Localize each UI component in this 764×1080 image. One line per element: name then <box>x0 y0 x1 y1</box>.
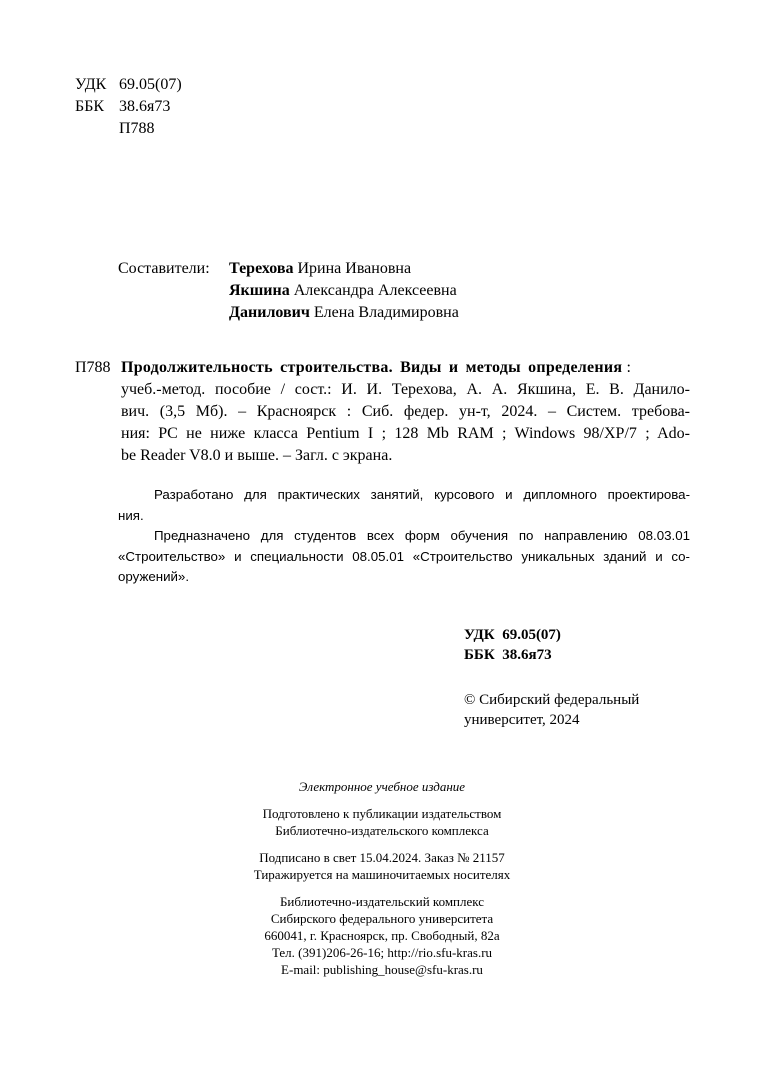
compiler-surname: Якшина <box>229 282 290 299</box>
entry-line: ния: PC не ниже класса Pentium I ; 128 Mb RAM ; Windows 98/XP/7 ; Ado- <box>121 425 690 442</box>
entry-line: учеб.-метод. пособие / сост.: И. И. Терехова, А. А. Якшина, Е. В. Данило- <box>121 381 690 398</box>
bbk-value: 38.6я73 <box>119 98 171 115</box>
compiler-name: Елена Владимировна <box>309 304 459 321</box>
compilers-block <box>118 258 459 324</box>
udk-code: УДК 69.05(07) <box>464 627 561 643</box>
annotation-line: «Строительство» и специальности 08.05.01 «Строительство уникальных зданий и со- <box>118 548 690 564</box>
compilers-label: Составители: <box>118 260 210 277</box>
copyright-line: © Сибирский федеральный <box>464 692 640 708</box>
entry-code: П788 <box>75 359 111 376</box>
entry-body <box>121 357 690 467</box>
annotation-line: ния. <box>118 507 144 523</box>
signed-line: Подписано в свет 15.04.2024. Заказ № 21157 <box>259 850 505 865</box>
entry-line: вич. (3,5 Мб). – Красноярск : Сиб. федер. ун-т, 2024. – Систем. требова- <box>121 403 690 420</box>
compiler-surname: Данилович <box>229 304 310 321</box>
bbk-row <box>75 96 182 118</box>
copyright-line: университет, 2024 <box>464 712 580 728</box>
classification-bottom <box>464 625 561 665</box>
prepared-line: Библиотечно-издательского комплекса <box>275 823 489 838</box>
author-mark: П788 <box>119 120 155 137</box>
copyright <box>464 690 639 730</box>
prepared-line: Подготовлено к публикации издательством <box>262 806 502 821</box>
annotation-line: Разработано для практических занятий, курсового и дипломного проектирова- <box>154 487 690 502</box>
imprint <box>0 778 764 978</box>
compiler-row <box>118 302 459 324</box>
publisher-line: Библиотечно-издательский комплекс <box>279 894 485 909</box>
compiler-name: Александра Алексеевна <box>289 282 457 299</box>
annotation <box>118 485 690 588</box>
email-line: E-mail: publishing_house@sfu-kras.ru <box>281 962 483 977</box>
entry-line: be Reader V8.0 и выше. – Загл. с экрана. <box>121 447 393 464</box>
entry-title-sep: : <box>622 359 632 376</box>
compiler-row <box>118 280 459 302</box>
publisher-line: Сибирского федерального университета <box>270 911 494 926</box>
address-line: 660041, г. Красноярск, пр. Свободный, 82а <box>264 928 500 943</box>
edition-type: Электронное учебное издание <box>298 779 466 794</box>
bbk-label: ББК <box>75 98 105 115</box>
entry-title: Продолжительность строительства. Виды и методы определения <box>121 359 623 376</box>
phone-line: Тел. (391)206-26-16; http://rio.sfu-kras.ru <box>271 945 493 960</box>
compiler-name: Ирина Ивановна <box>293 260 412 277</box>
annotation-line: оружений». <box>118 569 190 584</box>
udk-row <box>75 74 182 96</box>
udk-value: 69.05(07) <box>119 76 182 93</box>
media-line: Тиражируется на машиночитаемых носителях <box>253 867 511 882</box>
compiler-surname: Терехова <box>229 260 294 277</box>
author-mark-row <box>75 118 182 140</box>
bbk-code: ББК 38.6я73 <box>464 647 552 663</box>
udk-label: УДК <box>75 76 107 93</box>
bibliographic-entry <box>75 357 690 467</box>
classification-block <box>75 74 182 140</box>
compiler-row <box>118 258 459 280</box>
annotation-line: Предназначено для студентов всех форм обучения по направлению 08.03.01 <box>154 528 690 543</box>
